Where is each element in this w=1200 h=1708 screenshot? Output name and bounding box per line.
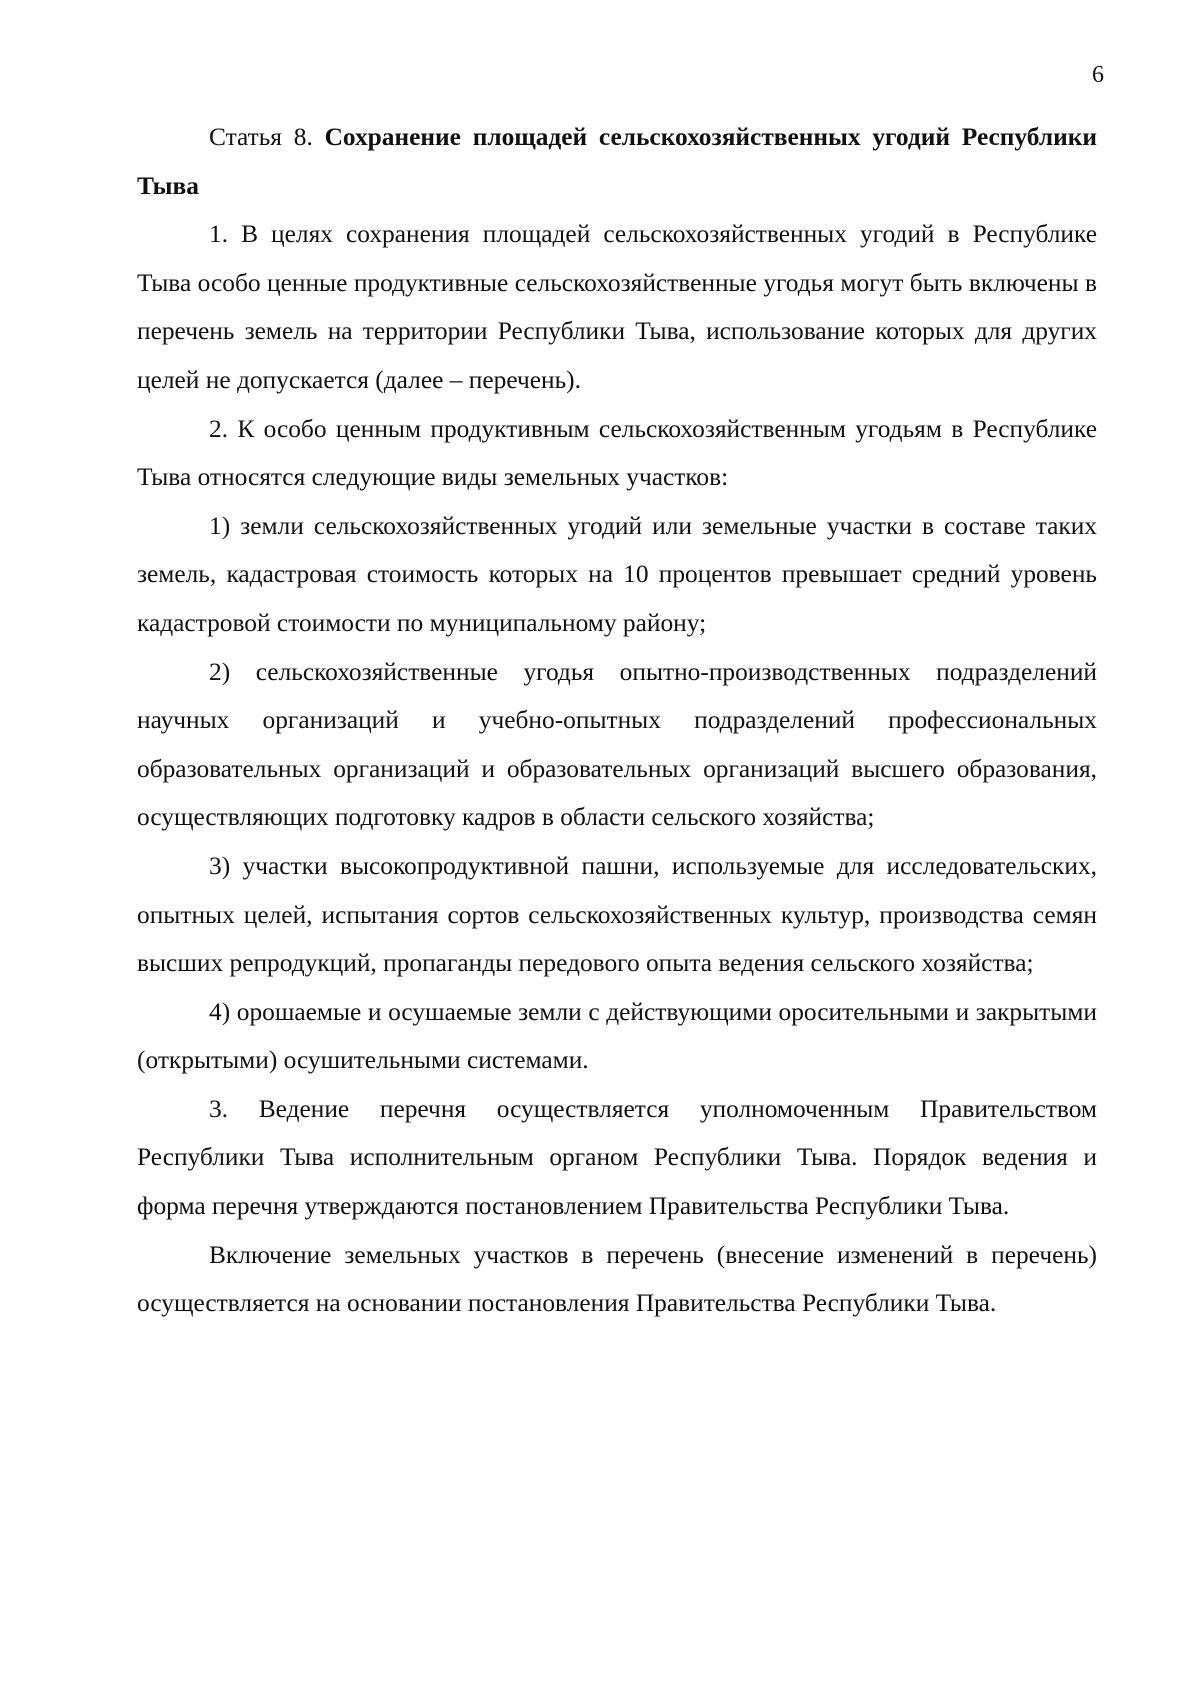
article-title: Сохранение площадей сельскохозяйственных угодий Республики Тыва xyxy=(137,123,1097,200)
article-number: Статья 8. xyxy=(209,123,313,151)
page-number: 6 xyxy=(1092,62,1104,88)
list-item-4: 4) орошаемые и осушаемые земли с действующими оросительными и закрытыми (открытыми) осушительными системами. xyxy=(137,997,1097,1075)
paragraph-1: 1. В целях сохранения площадей сельскохозяйственных угодий в Республике Тыва особо ценные продуктивные сельскохозяйственные угодья могут быть включены в перечень земель на территории Республики Тыва, использование которых для других целей не допускается (далее – перечень). xyxy=(137,220,1097,394)
paragraph-inclusion: Включение земельных участков в перечень (внесение изменений в перечень) осуществляется на основании постановления Правительства Республики Тыва. xyxy=(137,1240,1097,1318)
list-item-1: 1) земли сельскохозяйственных угодий или земельные участки в составе таких земель, кадастровая стоимость которых на 10 процентов превышает средний уровень кадастровой стоимости по муниципальному району; xyxy=(137,511,1097,637)
list-item-3: 3) участки высокопродуктивной пашни, используемые для исследовательских, опытных целей, испытания сортов сельскохозяйственных культур, производства семян высших репродукций, пропаганды передового опыта ведения сельского хозяйства; xyxy=(137,851,1097,978)
paragraph-3: 3. Ведение перечня осуществляется уполномоченным Правительством Республики Тыва исполнительным органом Республики Тыва. Порядок ведения и форма перечня утверждаются постановлением Правительства Республики Тыва. xyxy=(137,1094,1097,1221)
paragraph-2: 2. К особо ценным продуктивным сельскохозяйственным угодьям в Республике Тыва относятся следующие виды земельных участков: xyxy=(137,414,1097,492)
list-item-2: 2) сельскохозяйственные угодья опытно-производственных подразделений научных организаций и учебно-опытных подразделений профессиональных образовательных организаций и образовательных организаций высшего образования, осуществляющих подготовку кадров в области сельского хозяйства; xyxy=(137,657,1097,832)
article-heading xyxy=(137,113,1097,210)
document-body xyxy=(137,113,1097,1328)
